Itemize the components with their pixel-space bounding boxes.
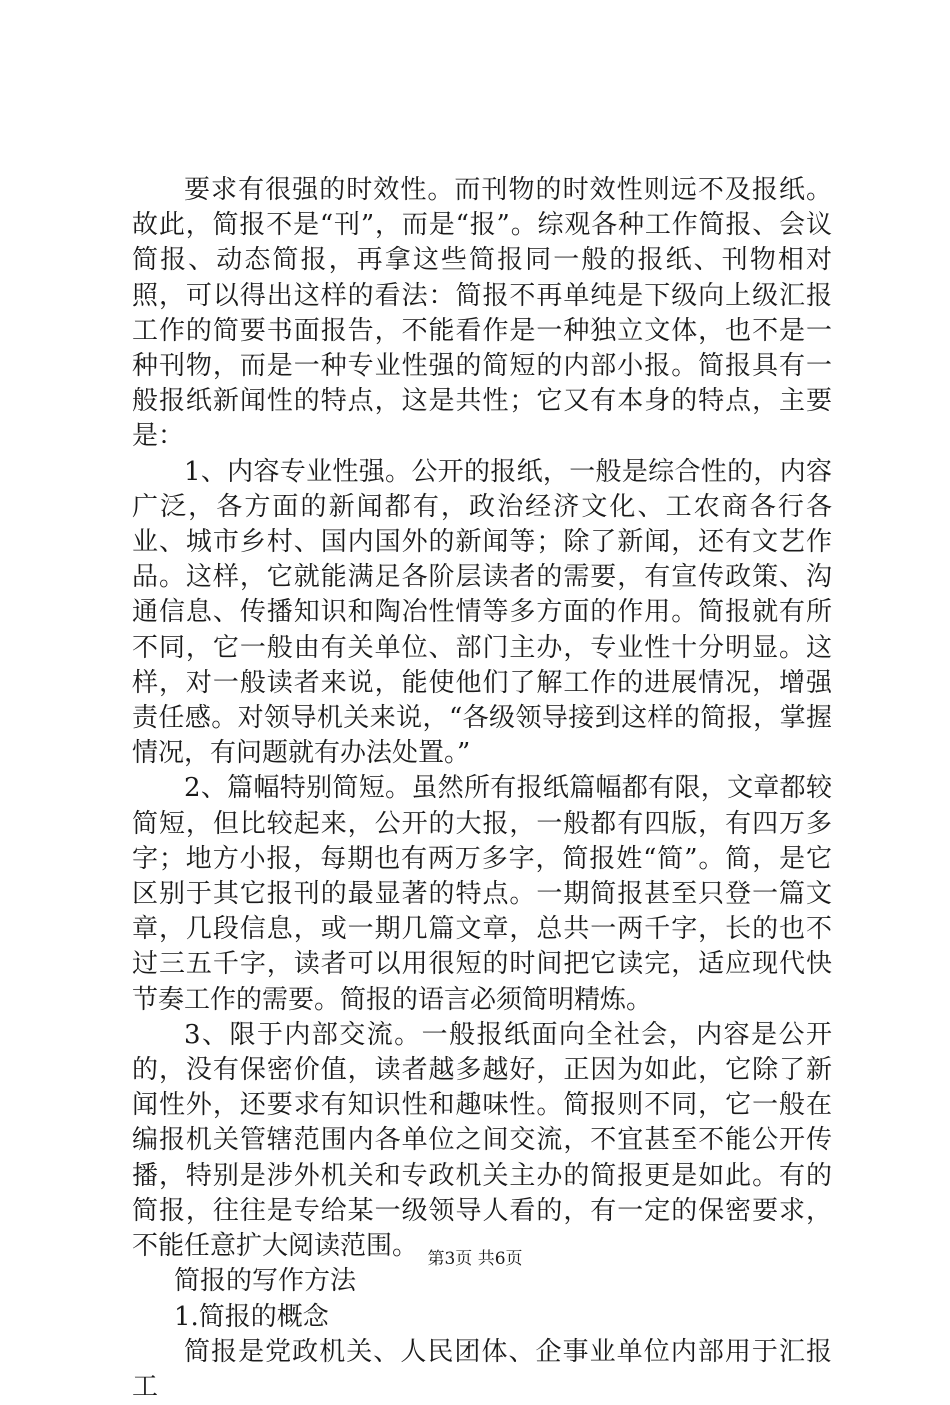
paragraph-concept: 简报是党政机关、人民团体、企事业单位内部用于汇报工 xyxy=(132,1336,832,1402)
page-number-footer: 第3页 共6页 xyxy=(427,1249,523,1269)
subsection-heading-concept: 1.简报的概念 xyxy=(174,1301,329,1332)
section-heading-writing-method: 简报的写作方法 xyxy=(174,1266,357,1297)
paragraph-point-2: 2、篇幅特别简短。虽然所有报纸篇幅都有限，文章都较简短，但比较起来，公开的大报，一般都有四版，有四万多字；地方小报，每期也有两万多字，简报姓“简”。简，是它区别于其它报刊的最显著的特点。一期简报甚至只登一篇文章，几段信息，或一期几篇文章，总共一两千字，长的也不过三五千字，读者可以用很短的时间把它读完，适应现代快节奏工作的需要。简报的语言必须简明精炼。 xyxy=(132,773,832,1015)
paragraph-timeliness: 要求有很强的时效性。而刊物的时效性则远不及报纸。故此，简报不是“刊”，而是“报”。综观各种工作简报、会议简报、动态简报，再拿这些简报同一般的报纸、刊物相对照，可以得出这样的看法：简报不再单纯是下级向上级汇报工作的简要书面报告，不能看作是一种独立文体，也不是一种刊物，而是一种专业性强的简短的内部小报。简报具有一般报纸新闻性的特点，这是共性；它又有本身的特点，主要是： xyxy=(132,175,832,452)
paragraph-point-3: 3、限于内部交流。一般报纸面向全社会，内容是公开的，没有保密价值，读者越多越好，正因为如此，它除了新闻性外，还要求有知识性和趣味性。简报则不同，它一般在编报机关管辖范围内各单位之间交流，不宜甚至不能公开传播，特别是涉外机关和专政机关主办的简报更是如此。有的简报，往往是专给某一级领导人看的，有一定的保密要求，不能任意扩大阅读范围。 xyxy=(132,1019,832,1262)
paragraph-point-1: 1、内容专业性强。公开的报纸，一般是综合性的，内容广泛，各方面的新闻都有，政治经济文化、工农商各行各业、城市乡村、国内国外的新闻等；除了新闻，还有文艺作品。这样，它就能满足各阶层读者的需要，有宣传政策、沟通信息、传播知识和陶冶性情等多方面的作用。简报就有所不同，它一般由有关单位、部门主办，专业性十分明显。这样，对一般读者来说，能使他们了解工作的进展情况，增强责任感。对领导机关来说，“各级领导接到这样的简报，掌握情况，有问题就有办法处置。” xyxy=(132,456,832,769)
document-body xyxy=(132,173,832,1405)
